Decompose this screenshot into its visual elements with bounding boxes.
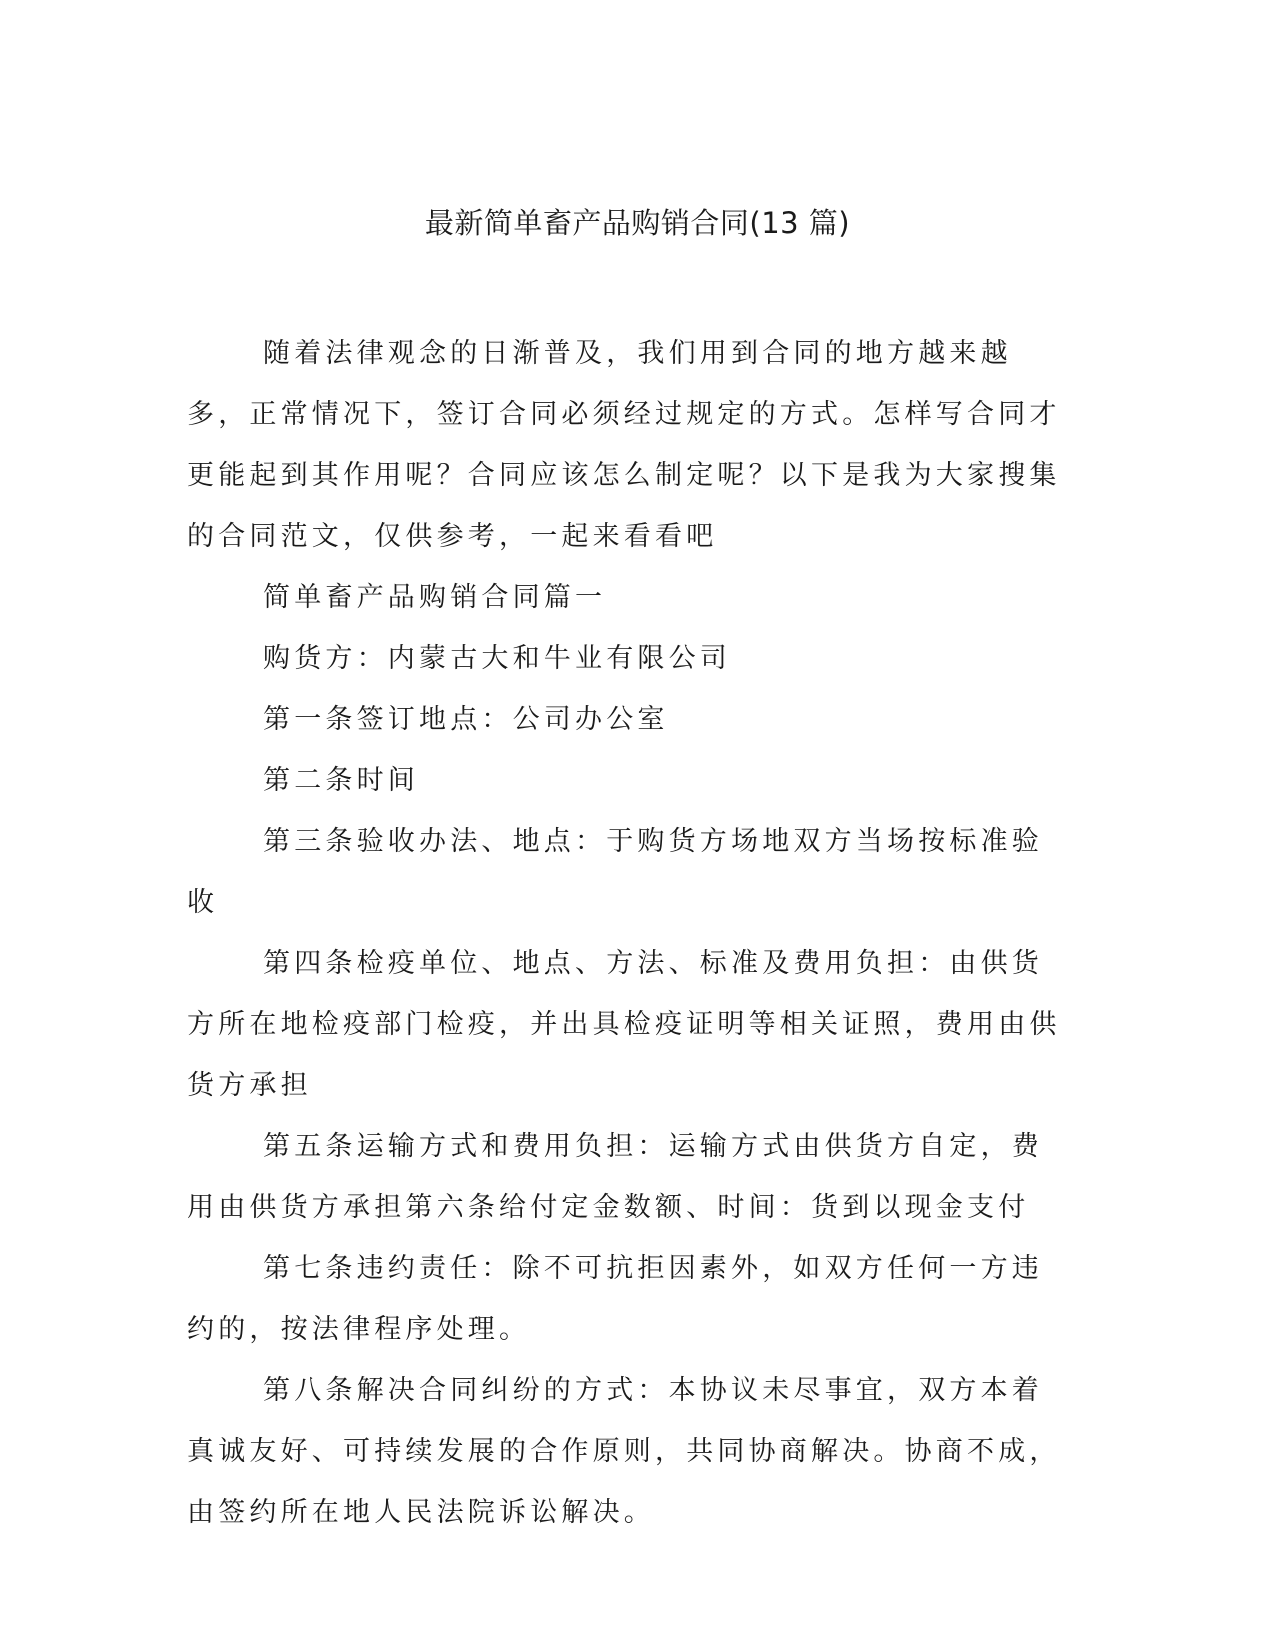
document-title: 最新简单畜产品购销合同(13 篇) (424, 206, 851, 240)
buyer-line: 购货方：内蒙古大和牛业有限公司 (263, 643, 731, 674)
article-4: 第四条检疫单位、地点、方法、标准及费用负担：由供货方所在地检疫部门检疫，并出具检疫证明等相关证照，费用由供货方承担 (187, 948, 1061, 1101)
section-heading: 简单畜产品购销合同篇一 (263, 582, 607, 613)
intro-paragraph: 随着法律观念的日渐普及，我们用到合同的地方越来越多，正常情况下，签订合同必须经过规定的方式。怎样写合同才更能起到其作用呢？合同应该怎么制定呢？以下是我为大家搜集的合同范文，仅供参考，一起来看看吧 (187, 338, 1061, 552)
article-5: 第五条运输方式和费用负担：运输方式由供货方自定，费用由供货方承担第六条给付定金数额、时间：货到以现金支付 (187, 1131, 1043, 1223)
article-7: 第七条违约责任：除不可抗拒因素外，如双方任何一方违约的，按法律程序处理。 (187, 1253, 1043, 1345)
document-body (187, 323, 1067, 1543)
article-1: 第一条签订地点：公司办公室 (263, 704, 669, 735)
article-2: 第二条时间 (263, 765, 419, 796)
article-8: 第八条解决合同纠纷的方式：本协议未尽事宜，双方本着真诚友好、可持续发展的合作原则，共同协商解决。协商不成，由签约所在地人民法院诉讼解决。 (187, 1375, 1061, 1528)
article-3: 第三条验收办法、地点：于购货方场地双方当场按标准验收 (187, 826, 1043, 918)
